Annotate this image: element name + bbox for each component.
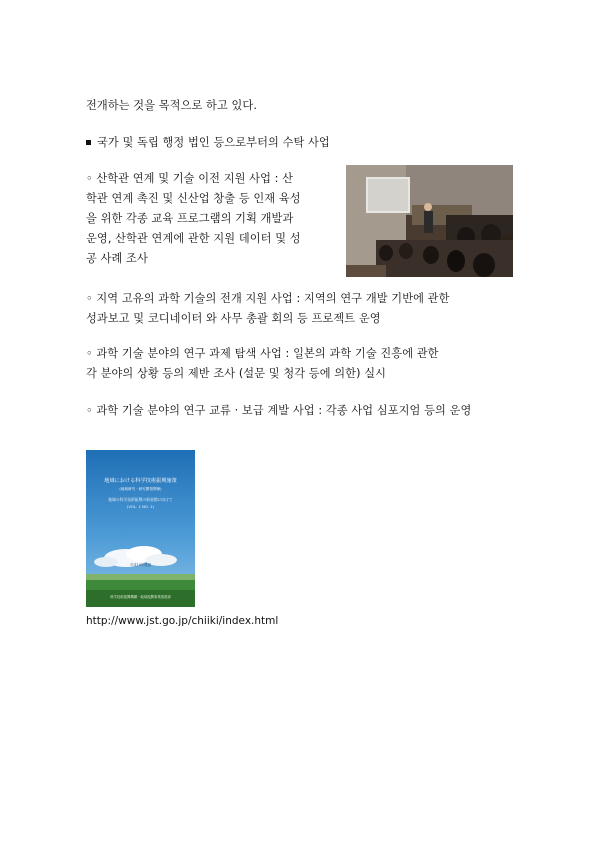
- report-cover-image: [86, 450, 195, 607]
- reference-url[interactable]: http://www.jst.go.jp/chiiki/index.html: [86, 615, 279, 627]
- item-research-exploration: [86, 344, 439, 384]
- seminar-photo: [346, 165, 513, 277]
- square-bullet-icon: [86, 140, 91, 145]
- item2-line: ◦ 지역 고유의 과학 기술의 전개 지원 사업 : 지역의 연구 개발 기반에 관한: [86, 292, 450, 305]
- cover-volume: (VOL. 1 NO. 1): [126, 504, 155, 509]
- item1-line: 을 위한 각종 교육 프로그램의 기획 개발과: [86, 212, 294, 225]
- seminar-photo-image: [346, 165, 513, 277]
- item3-line: ◦ 과학 기술 분야의 연구 과제 탐색 사업 : 일본의 과학 기술 진흥에 관한: [86, 347, 439, 360]
- section-heading: [86, 135, 330, 150]
- item-industry-academia: [86, 169, 301, 269]
- item1-line: 운영, 산학관 연계에 관한 지원 데이터 및 성: [86, 232, 301, 245]
- item3-line: 각 분야의 상황 등의 제반 조사 (설문 및 청각 등에 의한) 실시: [86, 367, 387, 380]
- cover-title: 地域における科学技術振興施策: [104, 478, 177, 484]
- item1-line: ◦ 산학관 연계 및 기술 이전 지원 사업 : 산: [86, 172, 294, 185]
- item-research-exchange: ◦ 과학 기술 분야의 연구 교류 · 보급 계발 사업 : 각종 사업 심포지엄 등의 운영: [86, 404, 472, 417]
- cover-publisher: 科学技術振興機構 · 地域振興事業推進部: [110, 595, 171, 599]
- item2-line: 성과보고 및 코디네이터 와 사무 총괄 회의 등 프로젝트 운영: [86, 312, 381, 325]
- report-cover: [86, 450, 195, 607]
- item-regional-technology: [86, 289, 450, 329]
- cover-edition: 平成19年度版: [129, 563, 152, 567]
- section-heading-label: 국가 및 독립 행정 법인 등으로부터의 수탁 사업: [97, 136, 330, 149]
- intro-text: 전개하는 것을 목적으로 하고 있다.: [86, 99, 257, 112]
- cover-line2: 地域の科学技術振興の新展開に向けて: [108, 497, 173, 502]
- item1-line: 학관 연계 촉진 및 신산업 창출 등 인재 육성: [86, 192, 301, 205]
- cover-subtitle: (地域研究 · 研究開発関係): [119, 487, 162, 491]
- item1-line: 공 사례 조사: [86, 252, 148, 265]
